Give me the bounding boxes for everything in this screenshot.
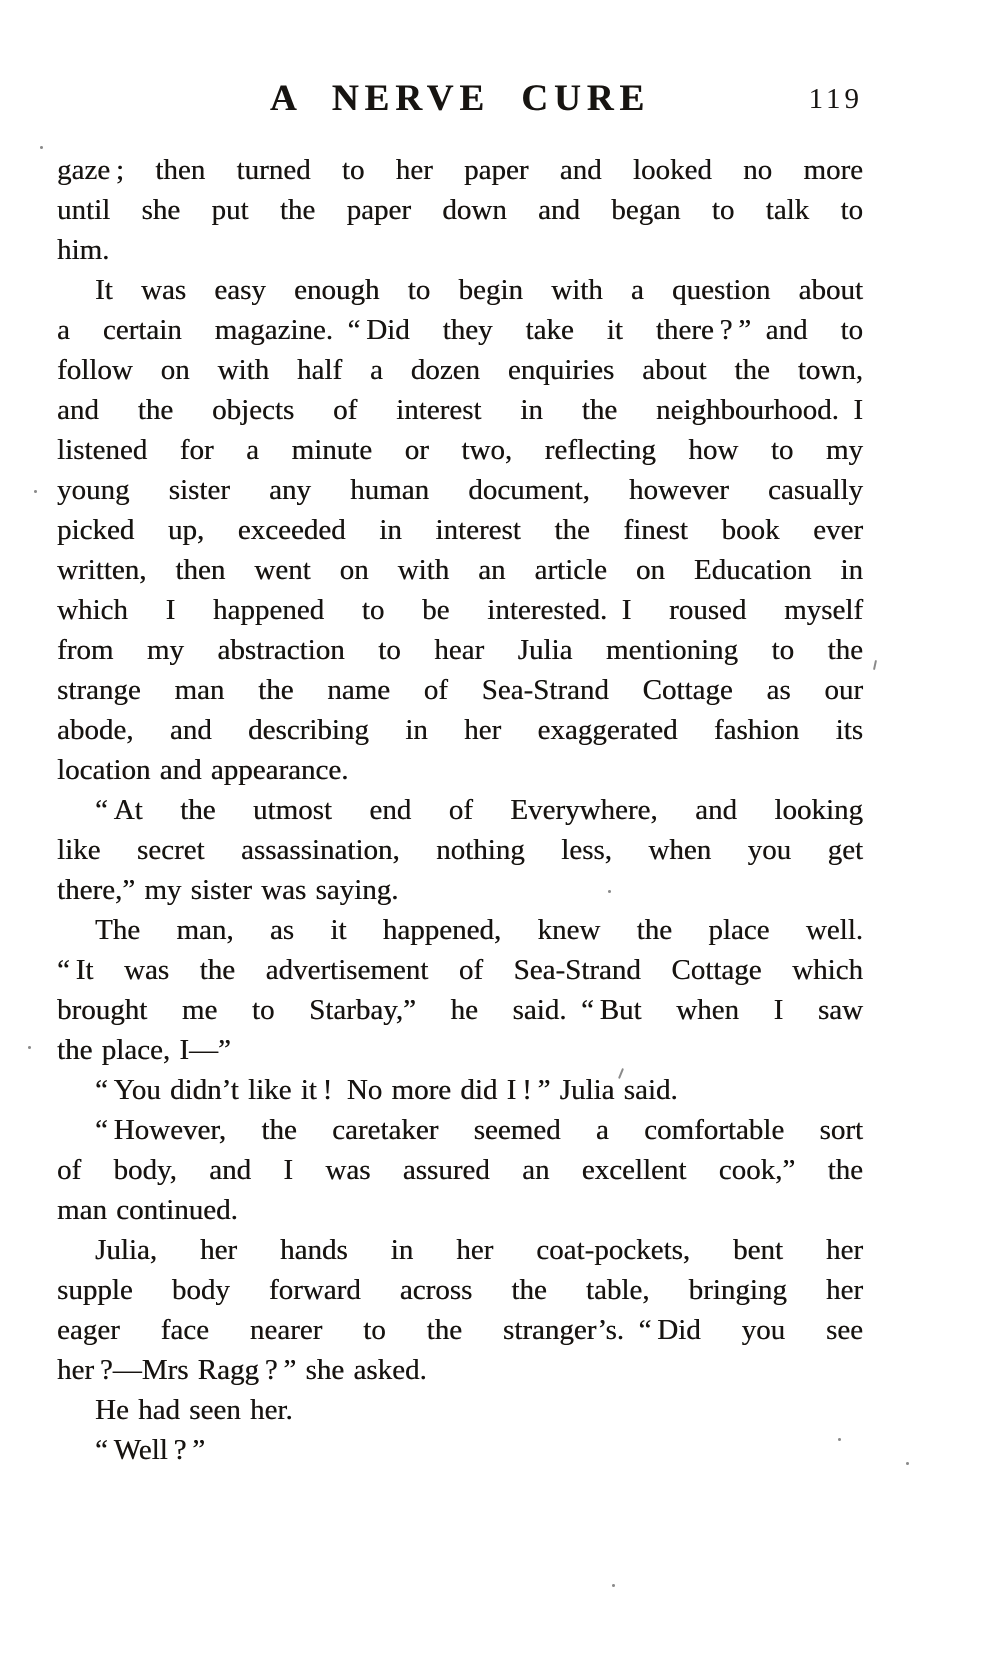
- text-line: written, then went on with an article on Education in: [57, 554, 863, 586]
- text-line: supple body forward across the table, bringing her: [57, 1274, 863, 1306]
- text-line: from my abstraction to hear Julia mentioning to the: [57, 634, 863, 666]
- text-line: follow on with half a dozen enquiries about the town,: [57, 354, 863, 386]
- text-block: [57, 150, 863, 1470]
- text-line: “ You didn’t like it ! No more did I ! ” Julia said.: [95, 1074, 678, 1106]
- scan-speckle: [612, 1584, 615, 1587]
- text-line: It was easy enough to begin with a question about: [95, 274, 863, 306]
- text-line: “ At the utmost end of Everywhere, and looking: [95, 794, 863, 826]
- scan-speckle: [838, 1438, 841, 1441]
- text-line: picked up, exceeded in interest the finest book ever: [57, 514, 863, 546]
- text-line: there,” my sister was saying.: [57, 874, 399, 906]
- scan-speckle: [873, 660, 877, 670]
- page-number: 119: [808, 83, 863, 115]
- text-line: eager face nearer to the stranger’s. “ Did you see: [57, 1314, 863, 1346]
- text-line: listened for a minute or two, reflecting how to my: [57, 434, 863, 466]
- text-line: He had seen her.: [95, 1394, 293, 1426]
- text-line: brought me to Starbay,” he said. “ But when I saw: [57, 994, 863, 1026]
- text-line: him.: [57, 234, 110, 266]
- scan-speckle: [28, 1046, 31, 1049]
- text-line: “ However, the caretaker seemed a comfortable sort: [95, 1114, 863, 1146]
- scan-speckle: [40, 146, 43, 149]
- scan-speckle: [34, 490, 37, 493]
- text-line: like secret assassination, nothing less, when you get: [57, 834, 863, 866]
- text-line: “ Well ? ”: [95, 1434, 206, 1466]
- text-line: her ?—Mrs Ragg ? ” she asked.: [57, 1354, 427, 1386]
- text-line: The man, as it happened, knew the place well.: [95, 914, 863, 946]
- text-line: “ It was the advertisement of Sea-Strand Cottage which: [57, 954, 863, 986]
- scan-speckle: [608, 890, 611, 893]
- text-line: location and appearance.: [57, 754, 349, 786]
- scan-speckle: [906, 1462, 909, 1465]
- text-line: a certain magazine. “ Did they take it there ? ” and to: [57, 314, 863, 346]
- text-line: young sister any human document, however casually: [57, 474, 863, 506]
- text-line: Julia, her hands in her coat-pockets, bent her: [95, 1234, 863, 1266]
- text-line: gaze ; then turned to her paper and looked no more: [57, 154, 863, 186]
- text-line: abode, and describing in her exaggerated fashion its: [57, 714, 863, 746]
- text-line: which I happened to be interested. I roused myself: [57, 594, 863, 626]
- text-line: the place, I—”: [57, 1034, 231, 1066]
- text-line: of body, and I was assured an excellent cook,” the: [57, 1154, 863, 1186]
- text-line: man continued.: [57, 1194, 238, 1226]
- text-line: and the objects of interest in the neighbourhood. I: [57, 394, 863, 426]
- text-line: until she put the paper down and began to talk to: [57, 194, 863, 226]
- page-header: [57, 76, 863, 122]
- running-title: A NERVE CURE: [269, 78, 651, 119]
- text-line: strange man the name of Sea-Strand Cottage as our: [57, 674, 863, 706]
